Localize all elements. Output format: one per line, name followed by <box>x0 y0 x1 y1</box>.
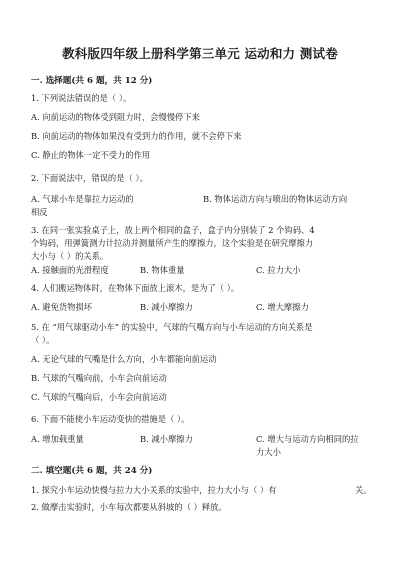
question-4-option-a: A. 避免货物损坏 <box>31 302 93 312</box>
question-2-option-a: A. 气球小车是靠拉力运动的 <box>31 194 134 204</box>
page-title: 教科版四年级上册科学第三单元 运动和力 测试卷 <box>62 46 338 61</box>
question-5-option-c: C. 气球的气嘴向后，小车会向前运动 <box>31 392 167 402</box>
question-6-option-a: A. 增加载重量 <box>31 434 84 444</box>
question-1-option-b: B. 向前运动的物体如果没有受到力的作用，就不会停下来 <box>31 131 242 141</box>
fill-question-1: 1. 探究小车运动快慢与拉力大小关系的实验中，拉力大小与（ ）有 <box>31 485 277 495</box>
question-3-stem-line-3: 大小与（ ）的关系。 <box>31 251 109 261</box>
question-6-option-c: C. 增大与运动方向相同的拉 <box>256 434 359 444</box>
question-4-option-c: C. 增大摩擦力 <box>256 302 309 312</box>
question-6-option-b: B. 减小摩擦力 <box>140 434 193 444</box>
section-heading-fill: 二. 填空题(共 6 题，共 24 分) <box>31 466 153 476</box>
question-3-option-a: A. 接触面的光滑程度 <box>31 265 109 275</box>
question-2-stem: 2. 下面说法中，错误的是（ ）。 <box>31 173 148 183</box>
question-5-stem-line-2: （ ）。 <box>31 335 55 345</box>
question-1-option-c: C. 静止的物体一定不受力的作用 <box>31 150 151 160</box>
section-heading-choice: 一. 选择题(共 6 题，共 12 分) <box>31 76 153 86</box>
question-1-stem: 1. 下列说法错误的是（ ）。 <box>31 93 132 103</box>
question-5-option-b: B. 气球的气嘴向前，小车会向前运动 <box>31 373 167 383</box>
question-2-option-b-continued: 相反 <box>31 207 48 217</box>
question-1-option-a: A. 向前运动的物体受到阻力时，会慢慢停下来 <box>31 112 200 122</box>
question-3-stem-line-1: 3. 在同一张实验桌子上，放上两个相同的盒子，盒子内分别装了 2 个钩码、4 <box>31 225 315 235</box>
question-4-option-b: B. 减小摩擦力 <box>140 302 193 312</box>
fill-question-2: 2. 做摩击实验时，小车每次都要从斜坡的（ ）释放。 <box>31 502 227 512</box>
question-6-stem: 6. 下面不能使小车运动变快的措施是（ ）。 <box>31 414 190 424</box>
question-4-stem: 4. 人们搬运物体时，在物体下面放上滚木，是为了（ ）。 <box>31 283 240 293</box>
question-3-option-b: B. 物体重量 <box>140 265 185 275</box>
fill-question-1-continued: 关。 <box>355 485 372 495</box>
question-5-stem-line-1: 5. 在 “用气球驱动小车” 的实验中，气球的气嘴方向与小车运动的方向关系是 <box>31 322 313 332</box>
question-3-stem-line-2: 个钩码，用弹簧测力计拉动并测量所产生的摩擦力，这个实验是在研究摩擦力 <box>31 238 314 248</box>
question-3-option-c: C. 拉力大小 <box>256 265 301 275</box>
question-2-option-b: B. 物体运动方向与喷出的物体运动方向 <box>203 194 348 204</box>
question-6-option-c-continued: 力大小 <box>256 447 281 457</box>
question-5-option-a: A. 无论气球的气嘴是什么方向，小车都能向前运动 <box>31 354 217 364</box>
